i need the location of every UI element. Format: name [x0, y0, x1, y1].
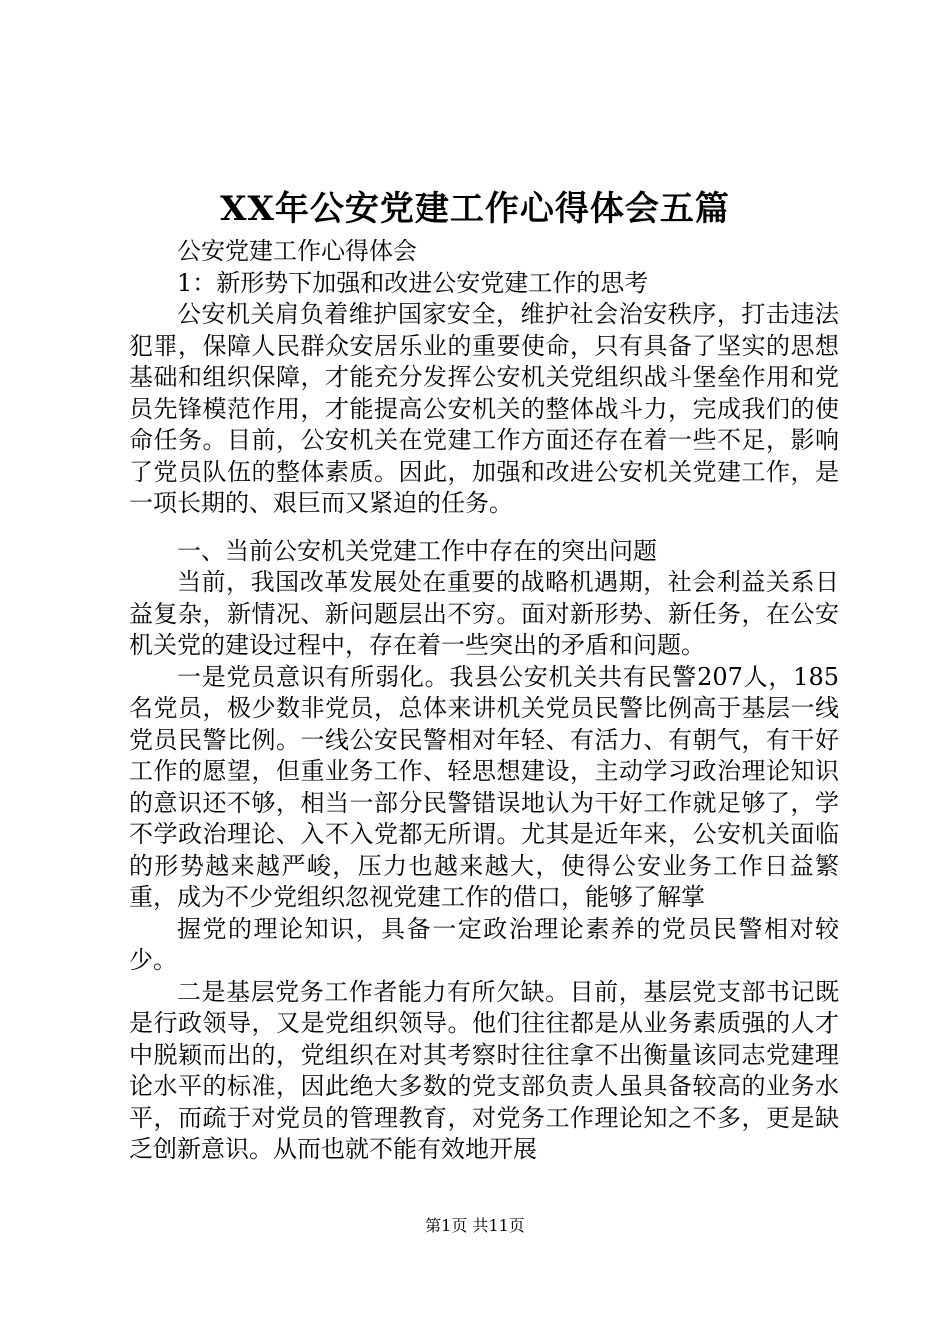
document-body — [129, 236, 839, 1166]
page-footer: 第1页 共11页 — [425, 1216, 525, 1235]
paragraph: 一是党员意识有所弱化。我县公安机关共有民警207人，185名党员，极少数非党员，总体来讲机关党员民警比例高于基层一线党员民警比例。一线公安民警相对年轻、有活力、有朝气，有干好工作的愿望，但重业务工作、轻思想建设，主动学习政治理论知识的意识还不够，相当一部分民警错误地认为干好工作就足够了，学不学政治理论、入不入党都无所谓。尤其是近年来，公安机关面临的形势越来越严峻，压力也越来越大，使得公安业务工作日益繁重，成为不少党组织忽视党建工作的借口，能够了解掌 — [129, 662, 839, 911]
paragraph: 公安机关肩负着维护国家安全，维护社会治安秩序，打击违法犯罪，保障人民群众安居乐业的重要使命，只有具备了坚实的思想基础和组织保障，才能充分发挥公安机关党组织战斗堡垒作用和党员先锋模范作用，才能提高公安机关的整体战斗力，完成我们的使命任务。目前，公安机关在党建工作方面还存在着一些不足，影响了党员队伍的整体素质。因此，加强和改进公安机关党建工作，是一项长期的、艰巨而又紧迫的任务。 — [129, 300, 839, 517]
paragraph-subtitle: 公安党建工作心得体会 — [177, 237, 417, 265]
paragraph: 二是基层党务工作者能力有所欠缺。目前，基层党支部书记既是行政领导，又是党组织领导。他们往往都是从业务素质强的人才中脱颖而出的，党组织在对其考察时往往拿不出衡量该同志党建理论水平的标准，因此绝大多数的党支部负责人虽具备较高的业务水平，而疏于对党员的管理教育，对党务工作理论知之不多，更是缺乏创新意识。从而也就不能有效地开展 — [129, 977, 839, 1163]
paragraph-article-heading: 1：新形势下加强和改进公安党建工作的思考 — [177, 268, 649, 297]
paragraph: 握党的理论知识，具备一定政治理论素养的党员民警相对较少。 — [129, 914, 839, 974]
paragraph: 当前，我国改革发展处在重要的战略机遇期，社会利益关系日益复杂，新情况、新问题层出不穷。面对新形势、新任务，在公安机关党的建设过程中，存在着一些突出的矛盾和问题。 — [129, 568, 839, 659]
paragraph-section-heading: 一、当前公安机关党建工作中存在的突出问题 — [177, 536, 657, 565]
document-title: XX年公安党建工作心得体会五篇 — [220, 189, 730, 229]
